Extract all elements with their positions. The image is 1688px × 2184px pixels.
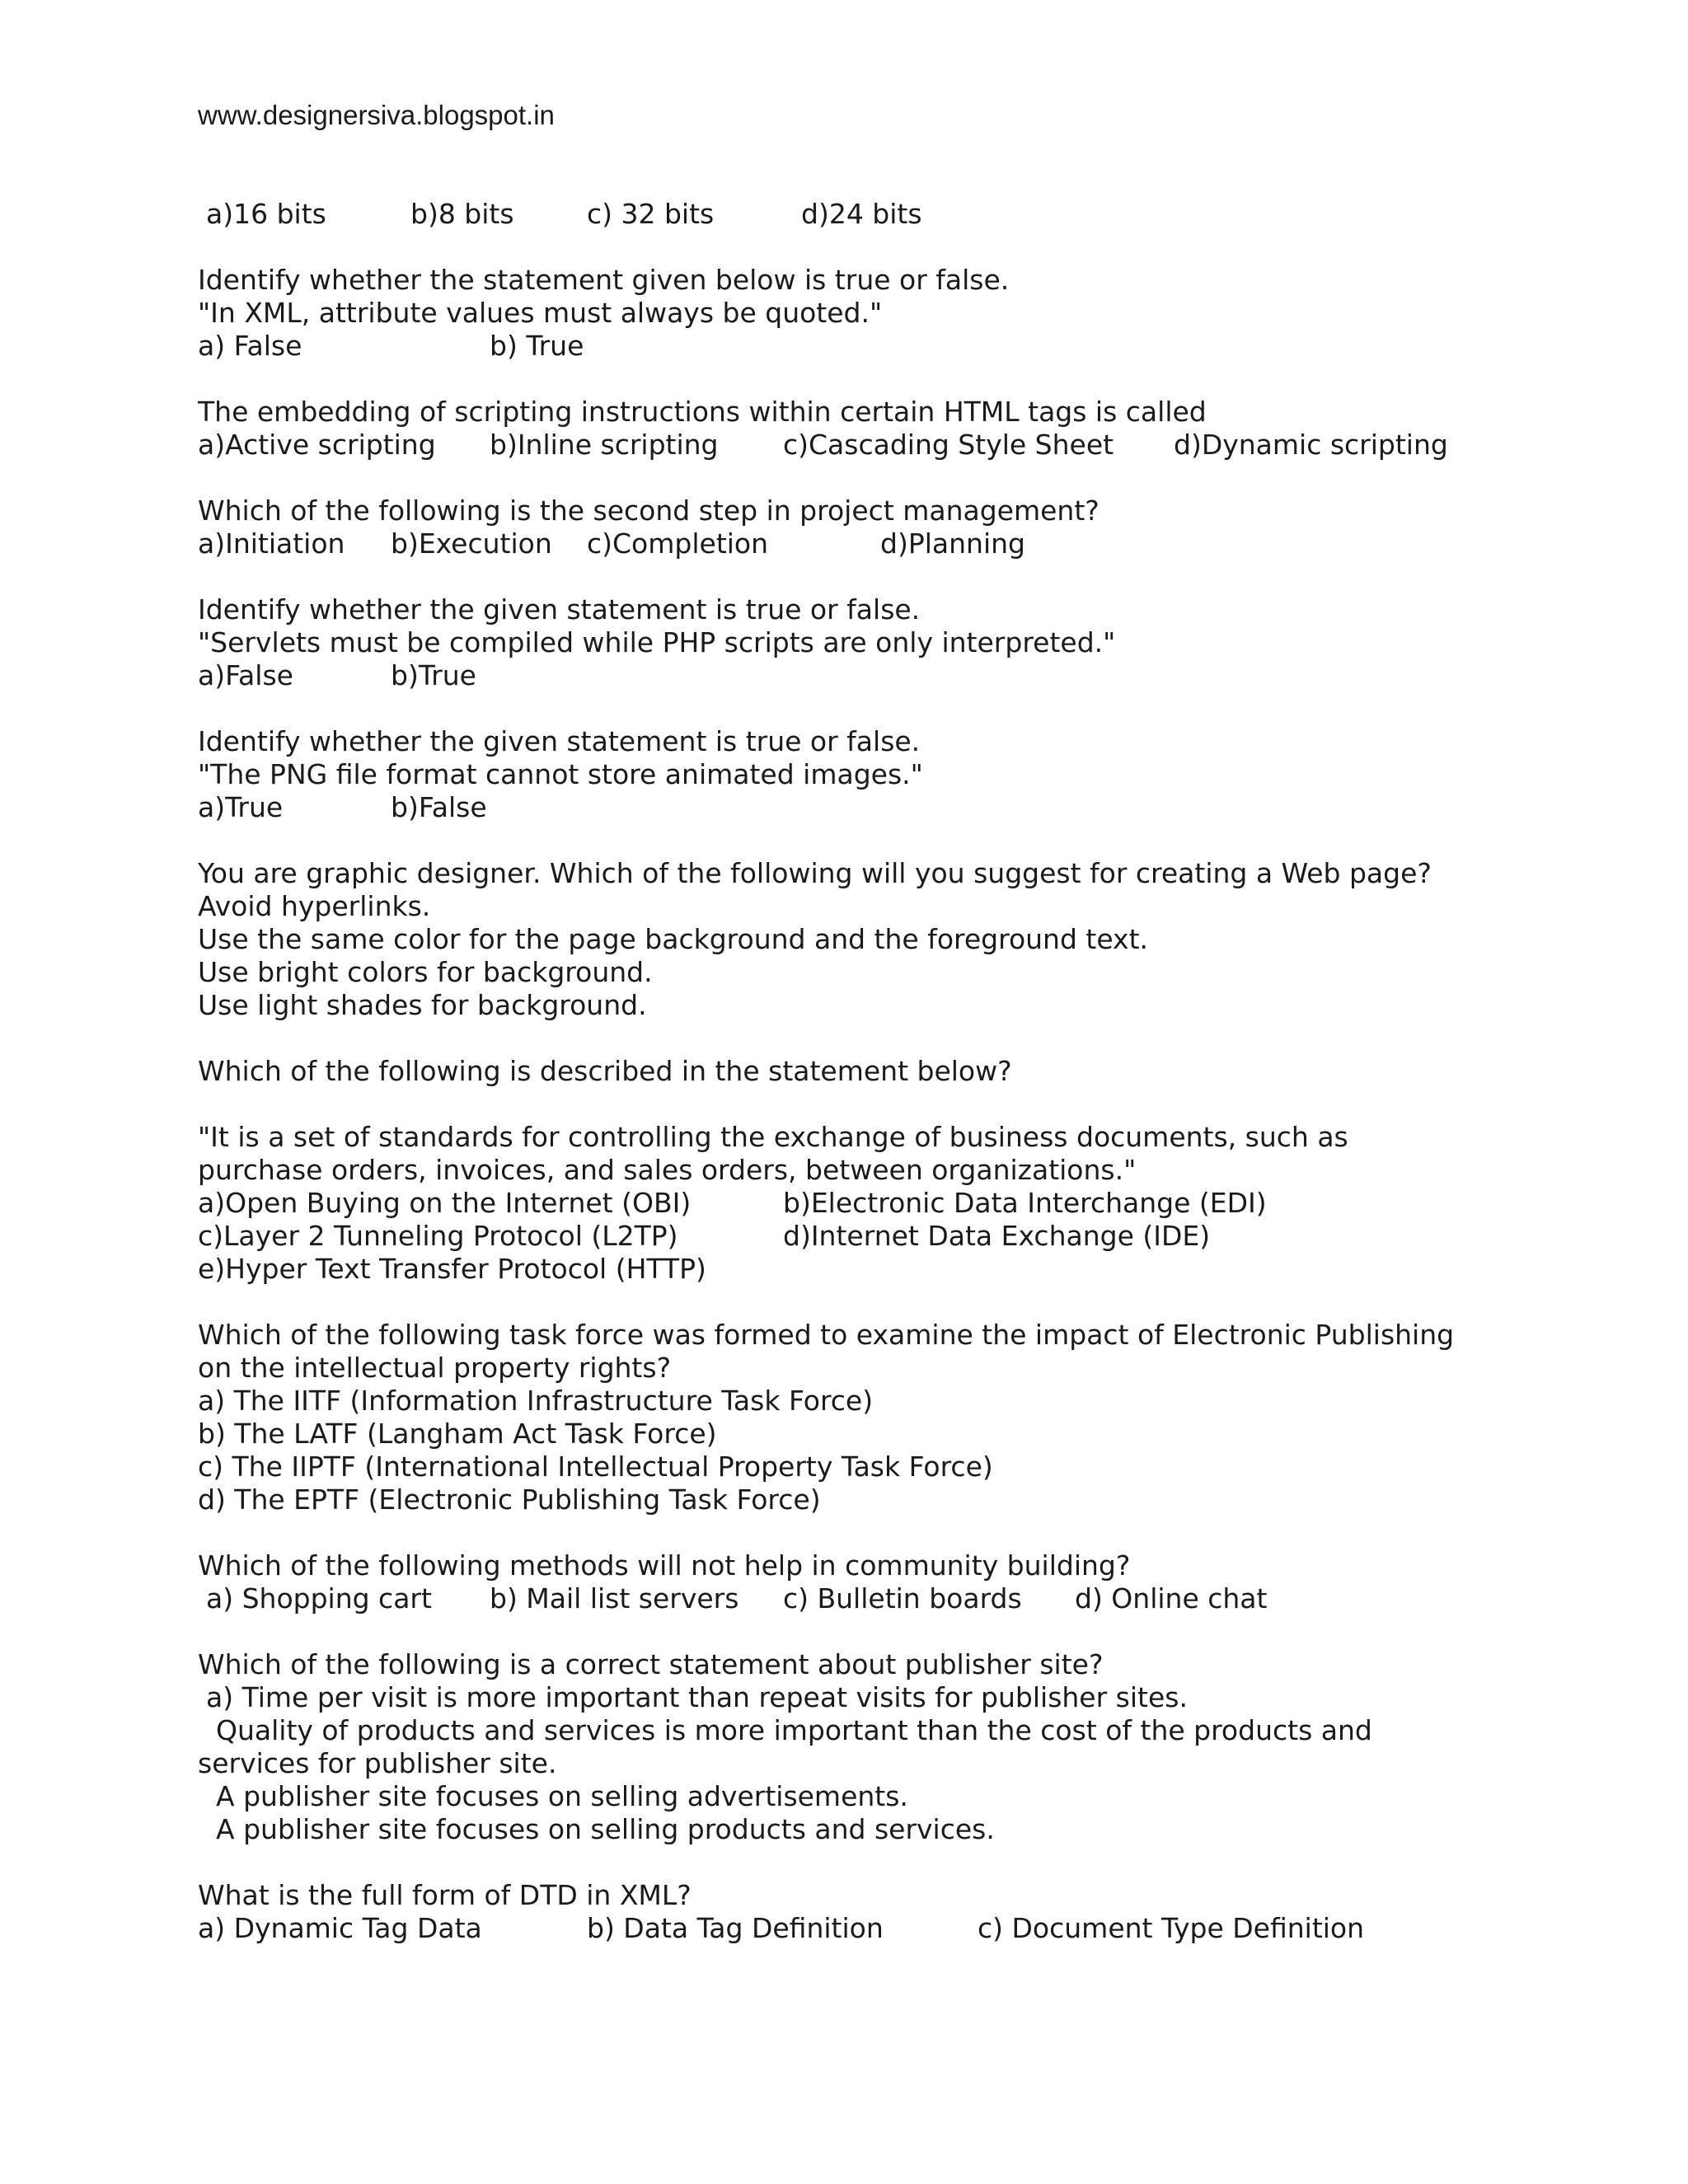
question-text: You are graphic designer. Which of the following will you suggest for creating a Web page? — [198, 857, 1432, 889]
option-c: Use bright colors for background. — [198, 956, 653, 988]
option-d: A publisher site focuses on selling products and services. — [216, 1813, 995, 1845]
option-c: c) The IIPTF (International Intellectual Property Task Force) — [198, 1451, 993, 1483]
question-text: What is the full form of DTD in XML? — [198, 1879, 692, 1911]
question-text: Which of the following is the second step in project management? — [198, 494, 1100, 527]
option-b: b)Execution — [391, 527, 552, 560]
option-d: d)Planning — [880, 527, 1025, 560]
option-a: a)Initiation — [198, 527, 345, 560]
option-b: b)Electronic Data Interchange (EDI) — [783, 1187, 1267, 1219]
site-url: www.designersiva.blogspot.in — [198, 100, 555, 130]
option-b: b) The LATF (Langham Act Task Force) — [198, 1418, 717, 1450]
option-a: a)False — [198, 659, 293, 691]
question-statement: purchase orders, invoices, and sales orders, between organizations." — [198, 1154, 1137, 1186]
option-a: a)16 bits — [206, 198, 326, 230]
option-b: b)False — [391, 791, 487, 823]
option-c: c)Layer 2 Tunneling Protocol (L2TP) — [198, 1220, 678, 1252]
option-d: d)24 bits — [801, 198, 922, 230]
option-b: b)True — [391, 659, 476, 691]
option-b: Use the same color for the page background and the foreground text. — [198, 923, 1149, 955]
question-text: Which of the following is described in the statement below? — [198, 1055, 1012, 1087]
option-b: Quality of products and services is more important than the cost of the products and — [216, 1714, 1372, 1746]
option-d: d)Dynamic scripting — [1174, 429, 1448, 461]
option-a: a)True — [198, 791, 284, 823]
question-text: Which of the following task force was formed to examine the impact of Electronic Publishing — [198, 1319, 1455, 1351]
option-b: b) Data Tag Definition — [587, 1912, 884, 1944]
question-statement: "In XML, attribute values must always be quoted." — [198, 297, 883, 329]
question-text: on the intellectual property rights? — [198, 1352, 672, 1384]
question-text: Identify whether the given statement is true or false. — [198, 725, 921, 757]
option-c: c) Bulletin boards — [783, 1582, 1022, 1615]
option-b-continued: services for publisher site. — [198, 1747, 557, 1779]
option-a: a) Shopping cart — [206, 1582, 432, 1615]
option-c: c) 32 bits — [587, 198, 715, 230]
question-text: Which of the following is a correct statement about publisher site? — [198, 1648, 1104, 1680]
option-a: a) The IITF (Information Infrastructure Task Force) — [198, 1385, 874, 1417]
option-b: b)8 bits — [410, 198, 514, 230]
option-a: a)Active scripting — [198, 429, 436, 461]
option-a: Avoid hyperlinks. — [198, 890, 431, 922]
question-text: The embedding of scripting instructions within certain HTML tags is called — [198, 396, 1207, 428]
question-text: Identify whether the statement given below is true or false. — [198, 264, 1010, 296]
option-d: Use light shades for background. — [198, 989, 647, 1021]
option-a: a) Dynamic Tag Data — [198, 1912, 482, 1944]
option-c: c)Completion — [587, 527, 769, 560]
option-a: a) Time per visit is more important than repeat visits for publisher sites. — [206, 1681, 1188, 1713]
option-b: b) True — [490, 330, 584, 362]
question-text: Identify whether the given statement is true or false. — [198, 593, 921, 626]
option-e: e)Hyper Text Transfer Protocol (HTTP) — [198, 1253, 706, 1285]
option-b: b) Mail list servers — [490, 1582, 739, 1615]
question-statement: "It is a set of standards for controlling the exchange of business documents, such as — [198, 1121, 1348, 1153]
question-text: Which of the following methods will not help in community building? — [198, 1549, 1131, 1582]
option-d: d) Online chat — [1075, 1582, 1268, 1615]
option-c: A publisher site focuses on selling advertisements. — [216, 1780, 908, 1812]
option-d: d) The EPTF (Electronic Publishing Task Force) — [198, 1483, 821, 1516]
option-d: d)Internet Data Exchange (IDE) — [783, 1220, 1211, 1252]
question-statement: "The PNG file format cannot store animated images." — [198, 758, 923, 790]
option-c: c)Cascading Style Sheet — [783, 429, 1114, 461]
question-statement: "Servlets must be compiled while PHP scripts are only interpreted." — [198, 626, 1116, 658]
option-a: a) False — [198, 330, 302, 362]
option-b: b)Inline scripting — [490, 429, 719, 461]
option-c: c) Document Type Definition — [978, 1912, 1365, 1944]
option-a: a)Open Buying on the Internet (OBI) — [198, 1187, 692, 1219]
